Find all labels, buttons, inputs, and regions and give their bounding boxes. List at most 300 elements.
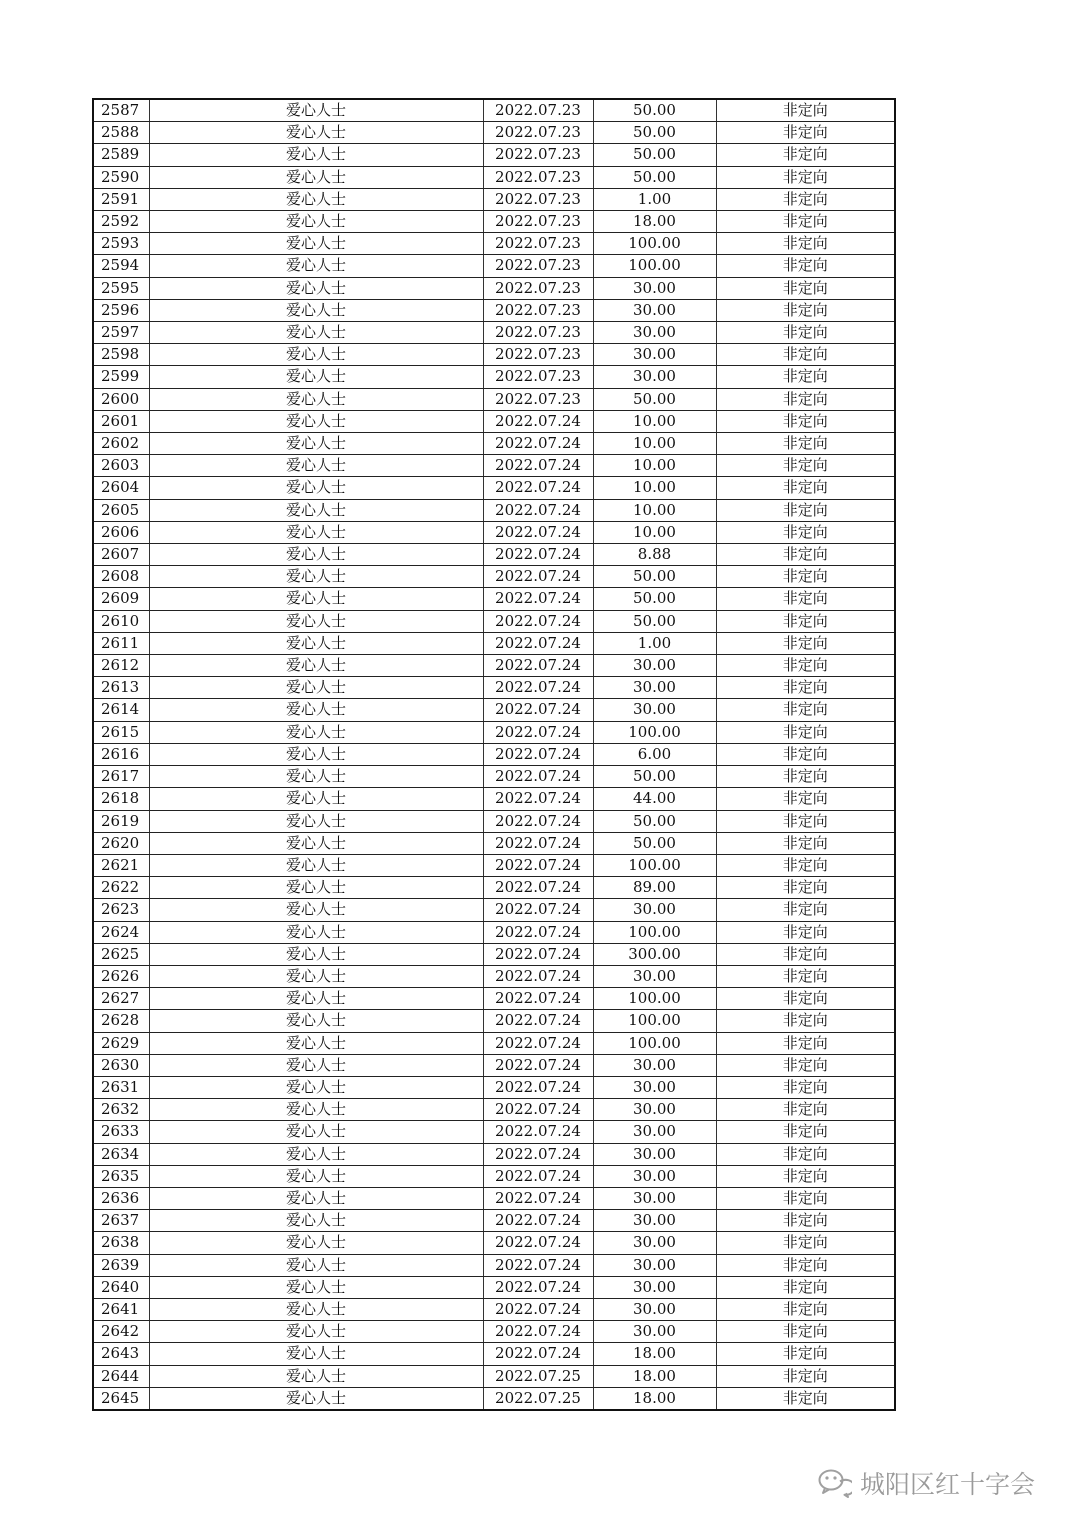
donation-type-cell: 非定向 [716,1343,895,1365]
donation-amount-cell: 89.00 [593,877,716,899]
donation-amount-cell: 18.00 [593,1365,716,1387]
donation-amount-cell: 30.00 [593,322,716,344]
donation-amount-cell: 50.00 [593,144,716,166]
donation-amount-cell: 50.00 [593,122,716,144]
row-number-cell: 2620 [93,832,149,854]
donation-amount-cell: 30.00 [593,1187,716,1209]
donation-type-cell: 非定向 [716,632,895,654]
table-row [93,1076,895,1098]
row-number-cell: 2628 [93,1010,149,1032]
donation-amount-cell: 18.00 [593,211,716,233]
donation-date-cell: 2022.07.23 [483,166,593,188]
donation-amount-cell: 30.00 [593,277,716,299]
table-row [93,388,895,410]
table-row [93,721,895,743]
donor-name-cell: 爱心人士 [149,1121,483,1143]
donor-name-cell: 爱心人士 [149,188,483,210]
donor-name-cell: 爱心人士 [149,832,483,854]
table-row [93,521,895,543]
row-number-cell: 2633 [93,1121,149,1143]
donation-date-cell: 2022.07.24 [483,1232,593,1254]
donation-amount-cell: 30.00 [593,1232,716,1254]
table-row [93,899,895,921]
donor-name-cell: 爱心人士 [149,1165,483,1187]
donation-type-cell: 非定向 [716,988,895,1010]
table-row [93,1387,895,1410]
donation-type-cell: 非定向 [716,521,895,543]
donation-amount-cell: 18.00 [593,1343,716,1365]
donation-date-cell: 2022.07.24 [483,1121,593,1143]
donor-name-cell: 爱心人士 [149,166,483,188]
row-number-cell: 2600 [93,388,149,410]
donation-type-cell: 非定向 [716,1054,895,1076]
donation-type-cell: 非定向 [716,943,895,965]
donation-type-cell: 非定向 [716,743,895,765]
donation-amount-cell: 300.00 [593,943,716,965]
donation-type-cell: 非定向 [716,588,895,610]
row-number-cell: 2589 [93,144,149,166]
donation-type-cell: 非定向 [716,366,895,388]
donation-type-cell: 非定向 [716,410,895,432]
donation-date-cell: 2022.07.24 [483,677,593,699]
donation-date-cell: 2022.07.24 [483,854,593,876]
donation-date-cell: 2022.07.24 [483,943,593,965]
donation-type-cell: 非定向 [716,1032,895,1054]
donor-name-cell: 爱心人士 [149,965,483,987]
donor-name-cell: 爱心人士 [149,766,483,788]
donation-type-cell: 非定向 [716,854,895,876]
donor-name-cell: 爱心人士 [149,366,483,388]
donor-name-cell: 爱心人士 [149,743,483,765]
donation-amount-cell: 18.00 [593,1387,716,1410]
table-row [93,544,895,566]
donation-amount-cell: 100.00 [593,854,716,876]
donor-name-cell: 爱心人士 [149,433,483,455]
donation-date-cell: 2022.07.24 [483,544,593,566]
donation-type-cell: 非定向 [716,721,895,743]
donation-date-cell: 2022.07.24 [483,1165,593,1187]
donation-date-cell: 2022.07.24 [483,521,593,543]
row-number-cell: 2594 [93,255,149,277]
donation-type-cell: 非定向 [716,122,895,144]
row-number-cell: 2634 [93,1143,149,1165]
donor-name-cell: 爱心人士 [149,410,483,432]
donation-date-cell: 2022.07.24 [483,588,593,610]
donation-type-cell: 非定向 [716,211,895,233]
donor-name-cell: 爱心人士 [149,1321,483,1343]
table-row [93,921,895,943]
donation-amount-cell: 10.00 [593,433,716,455]
donation-amount-cell: 30.00 [593,1210,716,1232]
donation-type-cell: 非定向 [716,1387,895,1410]
donation-date-cell: 2022.07.24 [483,566,593,588]
table-row [93,1143,895,1165]
donor-name-cell: 爱心人士 [149,1054,483,1076]
row-number-cell: 2617 [93,766,149,788]
donor-name-cell: 爱心人士 [149,921,483,943]
donation-amount-cell: 10.00 [593,521,716,543]
donation-date-cell: 2022.07.23 [483,344,593,366]
table-row [93,1321,895,1343]
donation-amount-cell: 44.00 [593,788,716,810]
donation-table-body [93,99,895,1410]
donation-date-cell: 2022.07.23 [483,122,593,144]
donation-date-cell: 2022.07.23 [483,188,593,210]
donation-amount-cell: 6.00 [593,743,716,765]
donation-date-cell: 2022.07.24 [483,1343,593,1365]
row-number-cell: 2596 [93,299,149,321]
donation-amount-cell: 30.00 [593,1298,716,1320]
donation-type-cell: 非定向 [716,166,895,188]
table-row [93,1010,895,1032]
donation-amount-cell: 100.00 [593,255,716,277]
row-number-cell: 2601 [93,410,149,432]
row-number-cell: 2608 [93,566,149,588]
donation-amount-cell: 30.00 [593,1121,716,1143]
donation-amount-cell: 50.00 [593,388,716,410]
donation-amount-cell: 10.00 [593,477,716,499]
donation-amount-cell: 50.00 [593,99,716,122]
row-number-cell: 2602 [93,433,149,455]
row-number-cell: 2622 [93,877,149,899]
row-number-cell: 2614 [93,699,149,721]
donation-type-cell: 非定向 [716,921,895,943]
donor-name-cell: 爱心人士 [149,322,483,344]
donation-type-cell: 非定向 [716,188,895,210]
donation-amount-cell: 30.00 [593,655,716,677]
donation-amount-cell: 30.00 [593,299,716,321]
table-row [93,699,895,721]
donation-date-cell: 2022.07.24 [483,921,593,943]
table-row [93,1232,895,1254]
table-row [93,233,895,255]
table-row [93,877,895,899]
table-row [93,1099,895,1121]
table-row [93,655,895,677]
table-row [93,1365,895,1387]
row-number-cell: 2627 [93,988,149,1010]
donation-date-cell: 2022.07.24 [483,832,593,854]
table-row [93,1343,895,1365]
row-number-cell: 2595 [93,277,149,299]
table-row [93,344,895,366]
donor-name-cell: 爱心人士 [149,721,483,743]
table-row [93,455,895,477]
donation-amount-cell: 1.00 [593,188,716,210]
row-number-cell: 2598 [93,344,149,366]
donation-amount-cell: 30.00 [593,1321,716,1343]
donor-name-cell: 爱心人士 [149,1365,483,1387]
donor-name-cell: 爱心人士 [149,1298,483,1320]
row-number-cell: 2609 [93,588,149,610]
donor-name-cell: 爱心人士 [149,233,483,255]
table-row [93,366,895,388]
donation-date-cell: 2022.07.24 [483,1010,593,1032]
donation-type-cell: 非定向 [716,1187,895,1209]
table-row [93,299,895,321]
donation-date-cell: 2022.07.23 [483,299,593,321]
table-row [93,211,895,233]
donor-name-cell: 爱心人士 [149,1232,483,1254]
donation-type-cell: 非定向 [716,1010,895,1032]
donation-date-cell: 2022.07.24 [483,455,593,477]
donation-amount-cell: 100.00 [593,921,716,943]
row-number-cell: 2606 [93,521,149,543]
donation-amount-cell: 50.00 [593,166,716,188]
donation-date-cell: 2022.07.24 [483,655,593,677]
table-row [93,99,895,122]
row-number-cell: 2638 [93,1232,149,1254]
donation-amount-cell: 30.00 [593,1276,716,1298]
table-row [93,122,895,144]
donation-table [92,98,896,1411]
donation-type-cell: 非定向 [716,877,895,899]
donor-name-cell: 爱心人士 [149,1143,483,1165]
donation-date-cell: 2022.07.24 [483,1210,593,1232]
donor-name-cell: 爱心人士 [149,1343,483,1365]
row-number-cell: 2626 [93,965,149,987]
donation-date-cell: 2022.07.24 [483,1187,593,1209]
donation-date-cell: 2022.07.23 [483,366,593,388]
row-number-cell: 2611 [93,632,149,654]
row-number-cell: 2591 [93,188,149,210]
donor-name-cell: 爱心人士 [149,588,483,610]
donation-amount-cell: 10.00 [593,455,716,477]
donor-name-cell: 爱心人士 [149,521,483,543]
donation-type-cell: 非定向 [716,965,895,987]
table-row [93,988,895,1010]
donation-type-cell: 非定向 [716,899,895,921]
table-row [93,1165,895,1187]
row-number-cell: 2639 [93,1254,149,1276]
donor-name-cell: 爱心人士 [149,988,483,1010]
row-number-cell: 2632 [93,1099,149,1121]
donation-amount-cell: 30.00 [593,1165,716,1187]
table-row [93,1054,895,1076]
donation-type-cell: 非定向 [716,1210,895,1232]
table-row [93,943,895,965]
table-row [93,166,895,188]
donation-date-cell: 2022.07.24 [483,1276,593,1298]
donation-date-cell: 2022.07.24 [483,721,593,743]
table-row [93,1254,895,1276]
donation-amount-cell: 30.00 [593,1076,716,1098]
donation-date-cell: 2022.07.24 [483,1143,593,1165]
donation-date-cell: 2022.07.23 [483,277,593,299]
table-row [93,810,895,832]
donation-type-cell: 非定向 [716,832,895,854]
row-number-cell: 2613 [93,677,149,699]
donation-date-cell: 2022.07.23 [483,99,593,122]
donor-name-cell: 爱心人士 [149,277,483,299]
donation-date-cell: 2022.07.24 [483,410,593,432]
donation-amount-cell: 50.00 [593,566,716,588]
row-number-cell: 2593 [93,233,149,255]
account-watermark [818,1466,1035,1500]
row-number-cell: 2642 [93,1321,149,1343]
row-number-cell: 2612 [93,655,149,677]
row-number-cell: 2640 [93,1276,149,1298]
donor-name-cell: 爱心人士 [149,388,483,410]
table-row [93,1276,895,1298]
table-row [93,410,895,432]
watermark-text: 城阳区红十字会 [860,1470,1036,1499]
row-number-cell: 2597 [93,322,149,344]
donation-date-cell: 2022.07.25 [483,1387,593,1410]
donation-type-cell: 非定向 [716,1099,895,1121]
donation-type-cell: 非定向 [716,1232,895,1254]
wechat-icon [818,1468,852,1498]
donor-name-cell: 爱心人士 [149,877,483,899]
table-row [93,965,895,987]
row-number-cell: 2616 [93,743,149,765]
donor-name-cell: 爱心人士 [149,1210,483,1232]
donation-type-cell: 非定向 [716,99,895,122]
donation-type-cell: 非定向 [716,1321,895,1343]
donation-type-cell: 非定向 [716,499,895,521]
donation-amount-cell: 50.00 [593,832,716,854]
donation-amount-cell: 30.00 [593,965,716,987]
donation-type-cell: 非定向 [716,610,895,632]
donation-amount-cell: 50.00 [593,610,716,632]
row-number-cell: 2615 [93,721,149,743]
donation-type-cell: 非定向 [716,433,895,455]
donation-type-cell: 非定向 [716,677,895,699]
donation-amount-cell: 30.00 [593,1143,716,1165]
donation-amount-cell: 10.00 [593,499,716,521]
donation-date-cell: 2022.07.25 [483,1365,593,1387]
donation-date-cell: 2022.07.24 [483,788,593,810]
donor-name-cell: 爱心人士 [149,144,483,166]
donation-type-cell: 非定向 [716,322,895,344]
table-row [93,1210,895,1232]
donation-amount-cell: 30.00 [593,366,716,388]
row-number-cell: 2604 [93,477,149,499]
row-number-cell: 2630 [93,1054,149,1076]
donor-name-cell: 爱心人士 [149,544,483,566]
donation-amount-cell: 10.00 [593,410,716,432]
donor-name-cell: 爱心人士 [149,943,483,965]
donation-type-cell: 非定向 [716,1276,895,1298]
table-row [93,566,895,588]
row-number-cell: 2619 [93,810,149,832]
donation-amount-cell: 100.00 [593,1032,716,1054]
table-row [93,255,895,277]
donation-amount-cell: 8.88 [593,544,716,566]
donation-amount-cell: 100.00 [593,988,716,1010]
donation-type-cell: 非定向 [716,233,895,255]
donation-amount-cell: 100.00 [593,721,716,743]
donation-type-cell: 非定向 [716,566,895,588]
table-row [93,766,895,788]
row-number-cell: 2641 [93,1298,149,1320]
donor-name-cell: 爱心人士 [149,810,483,832]
donation-amount-cell: 30.00 [593,344,716,366]
donor-name-cell: 爱心人士 [149,299,483,321]
table-row [93,322,895,344]
donation-type-cell: 非定向 [716,255,895,277]
donation-type-cell: 非定向 [716,344,895,366]
table-row [93,499,895,521]
donation-type-cell: 非定向 [716,388,895,410]
table-row [93,1298,895,1320]
row-number-cell: 2590 [93,166,149,188]
donation-date-cell: 2022.07.24 [483,477,593,499]
donation-type-cell: 非定向 [716,1143,895,1165]
donor-name-cell: 爱心人士 [149,1187,483,1209]
table-row [93,677,895,699]
donation-amount-cell: 50.00 [593,766,716,788]
donation-amount-cell: 50.00 [593,588,716,610]
table-row [93,832,895,854]
table-row [93,1187,895,1209]
donation-date-cell: 2022.07.24 [483,433,593,455]
table-row [93,588,895,610]
donation-type-cell: 非定向 [716,299,895,321]
donation-date-cell: 2022.07.24 [483,610,593,632]
table-row [93,632,895,654]
table-row [93,1032,895,1054]
donation-amount-cell: 30.00 [593,677,716,699]
donor-name-cell: 爱心人士 [149,1099,483,1121]
donor-name-cell: 爱心人士 [149,211,483,233]
donor-name-cell: 爱心人士 [149,788,483,810]
donation-amount-cell: 1.00 [593,632,716,654]
table-row [93,854,895,876]
donation-date-cell: 2022.07.24 [483,810,593,832]
donation-date-cell: 2022.07.24 [483,699,593,721]
row-number-cell: 2624 [93,921,149,943]
donor-name-cell: 爱心人士 [149,499,483,521]
donor-name-cell: 爱心人士 [149,1276,483,1298]
table-row [93,477,895,499]
donor-name-cell: 爱心人士 [149,344,483,366]
table-row [93,1121,895,1143]
donor-name-cell: 爱心人士 [149,677,483,699]
donation-type-cell: 非定向 [716,655,895,677]
donor-name-cell: 爱心人士 [149,632,483,654]
table-row [93,144,895,166]
donation-date-cell: 2022.07.24 [483,899,593,921]
donor-name-cell: 爱心人士 [149,455,483,477]
donation-amount-cell: 30.00 [593,1254,716,1276]
donation-date-cell: 2022.07.24 [483,877,593,899]
table-row [93,610,895,632]
row-number-cell: 2631 [93,1076,149,1098]
donation-type-cell: 非定向 [716,766,895,788]
row-number-cell: 2592 [93,211,149,233]
table-row [93,188,895,210]
donor-name-cell: 爱心人士 [149,566,483,588]
donation-date-cell: 2022.07.24 [483,1099,593,1121]
donation-amount-cell: 30.00 [593,1054,716,1076]
donation-date-cell: 2022.07.24 [483,965,593,987]
row-number-cell: 2610 [93,610,149,632]
row-number-cell: 2599 [93,366,149,388]
table-row [93,277,895,299]
row-number-cell: 2621 [93,854,149,876]
row-number-cell: 2636 [93,1187,149,1209]
donation-date-cell: 2022.07.24 [483,743,593,765]
row-number-cell: 2607 [93,544,149,566]
donor-name-cell: 爱心人士 [149,1387,483,1410]
donor-name-cell: 爱心人士 [149,899,483,921]
donation-type-cell: 非定向 [716,1365,895,1387]
donation-type-cell: 非定向 [716,455,895,477]
row-number-cell: 2605 [93,499,149,521]
donation-date-cell: 2022.07.24 [483,1298,593,1320]
donation-date-cell: 2022.07.24 [483,1054,593,1076]
